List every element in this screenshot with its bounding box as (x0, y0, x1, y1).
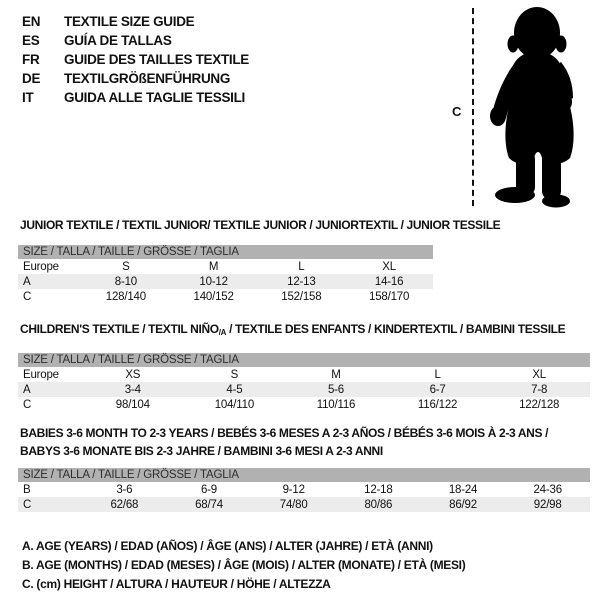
baby-silhouette-icon (484, 6, 598, 208)
table-row-height (18, 397, 590, 412)
row-label: A (23, 275, 31, 288)
footnote-age-years: A. AGE (YEARS) / EDAD (AÑOS) / ÂGE (ANS) / ALTER (JAHRE) / ETÀ (ANNI) (22, 539, 433, 553)
table-title-line2: BABYS 3-6 MONATE BIS 2-3 JAHRE / BAMBINI 3-6 MESI A 2-3 ANNI (20, 444, 383, 458)
age-cell: 9-12 (282, 483, 305, 496)
table-row-europe (18, 259, 433, 274)
language-code: FR (22, 52, 40, 67)
table-row-age (18, 382, 590, 397)
table-title (20, 424, 590, 460)
age-cell: 7-8 (531, 383, 548, 396)
language-row (22, 50, 249, 69)
language-title: GUIDE DES TAILLES TEXTILE (64, 52, 250, 67)
language-row (22, 31, 249, 50)
height-cell: 116/122 (417, 398, 458, 411)
language-title: TEXTILGRÖßENFÜHRUNG (64, 71, 231, 86)
children-size-table (18, 322, 590, 412)
age-cell: 5-6 (327, 383, 344, 396)
age-cell: 3-6 (116, 483, 133, 496)
row-label: Europe (23, 368, 59, 381)
language-code: DE (22, 71, 41, 86)
age-cell: 6-9 (200, 483, 218, 496)
table-title-line1: BABIES 3-6 MONTH TO 2-3 YEARS / BEBÉS 3-6 MESES A 2-3 AÑOS / BÉBÉS 3-6 MOIS À 2-3 ANS / (20, 426, 549, 440)
height-cell: 98/104 (115, 398, 150, 411)
age-cell: 12-13 (287, 275, 316, 288)
age-cell: 14-16 (374, 275, 404, 288)
table-title-sub: /A (218, 328, 227, 337)
size-cell: XL (532, 368, 546, 381)
height-cell: 68/74 (195, 498, 223, 511)
age-cell: 6-7 (429, 383, 446, 396)
height-cell: 158/170 (369, 290, 410, 303)
junior-size-table (18, 218, 501, 304)
height-cell: 152/158 (281, 290, 322, 303)
language-title: GUÍA DE TALLAS (64, 33, 172, 48)
size-cell: S (122, 260, 130, 273)
age-cell: 4-5 (226, 383, 243, 396)
footnote-age-months: B. AGE (MONTHS) / EDAD (MESES) / ÂGE (MOIS) / ALTER (MONATE) / ETÀ (MESI) (22, 558, 466, 572)
row-label: C (23, 398, 32, 411)
table-title: JUNIOR TEXTILE / TEXTIL JUNIOR/ TEXTILE JUNIOR / JUNIORTEXTIL / JUNIOR TESSILE (20, 218, 501, 232)
language-title: GUIDA ALLE TAGLIE TESSILI (64, 90, 245, 105)
height-cell: 140/152 (193, 290, 234, 303)
age-cell: 12-18 (364, 483, 393, 496)
size-header-bar: SIZE / TALLA / TAILLE / GRÖSSE / TAGLIA (18, 353, 590, 367)
table-title-post: / TEXTILE DES ENFANTS / KINDERTEXTIL / BAMBINI TESSILE (226, 322, 566, 336)
height-cell: 92/98 (533, 498, 562, 511)
language-code: ES (22, 33, 40, 48)
table-title (20, 322, 590, 340)
table-row-europe (18, 367, 590, 382)
language-code: EN (22, 14, 41, 29)
height-cell: 122/128 (519, 398, 560, 411)
language-title: TEXTILE SIZE GUIDE (64, 14, 195, 29)
footnote-height: C. (cm) HEIGHT / ALTURA / HAUTEUR / HÖHE / ALTEZZA (22, 577, 331, 591)
language-row (22, 69, 249, 88)
size-cell: S (230, 368, 239, 381)
height-measure-figure (440, 0, 600, 215)
language-row (22, 88, 249, 107)
size-cell: L (298, 260, 305, 273)
size-cell: M (208, 260, 219, 273)
size-cell: L (434, 368, 441, 381)
row-label: B (23, 483, 31, 496)
language-row (22, 12, 249, 31)
footnotes (22, 537, 465, 594)
age-cell: 8-10 (114, 275, 137, 288)
height-cell: 128/140 (105, 290, 146, 303)
row-label: Europe (23, 260, 59, 273)
height-cell: 80/86 (364, 498, 393, 511)
height-cell: 74/80 (279, 498, 308, 511)
language-code: IT (22, 90, 34, 105)
height-cell: 110/116 (316, 398, 356, 411)
age-cell: 18-24 (448, 483, 478, 496)
row-label: A (23, 383, 31, 396)
height-dashed-line (472, 8, 474, 206)
age-cell: 10-12 (199, 275, 228, 288)
language-header (22, 12, 249, 107)
table-row-months (18, 482, 590, 497)
table-row-height (18, 497, 590, 512)
table-row-age (18, 274, 433, 289)
height-cell: 62/68 (110, 498, 139, 511)
size-header-bar: SIZE / TALLA / TAILLE / GRÖSSE / TAGLIA (18, 245, 433, 259)
height-measure-label: C (452, 104, 462, 119)
size-cell: M (331, 368, 341, 381)
height-cell: 86/92 (449, 498, 477, 511)
height-cell: 104/110 (214, 398, 255, 411)
table-title-pre: CHILDREN'S TEXTILE / TEXTIL NIÑO (20, 322, 219, 336)
babies-size-table (18, 424, 590, 512)
age-cell: 3-4 (124, 383, 141, 396)
size-header-bar: SIZE / TALLA / TAILLE / GRÖSSE / TAGLIA (18, 468, 590, 482)
size-cell: XL (382, 260, 396, 273)
table-row-height (18, 289, 433, 304)
age-cell: 24-36 (533, 483, 562, 496)
row-label: C (23, 498, 32, 511)
row-label: C (23, 290, 32, 303)
size-cell: XS (125, 368, 141, 381)
